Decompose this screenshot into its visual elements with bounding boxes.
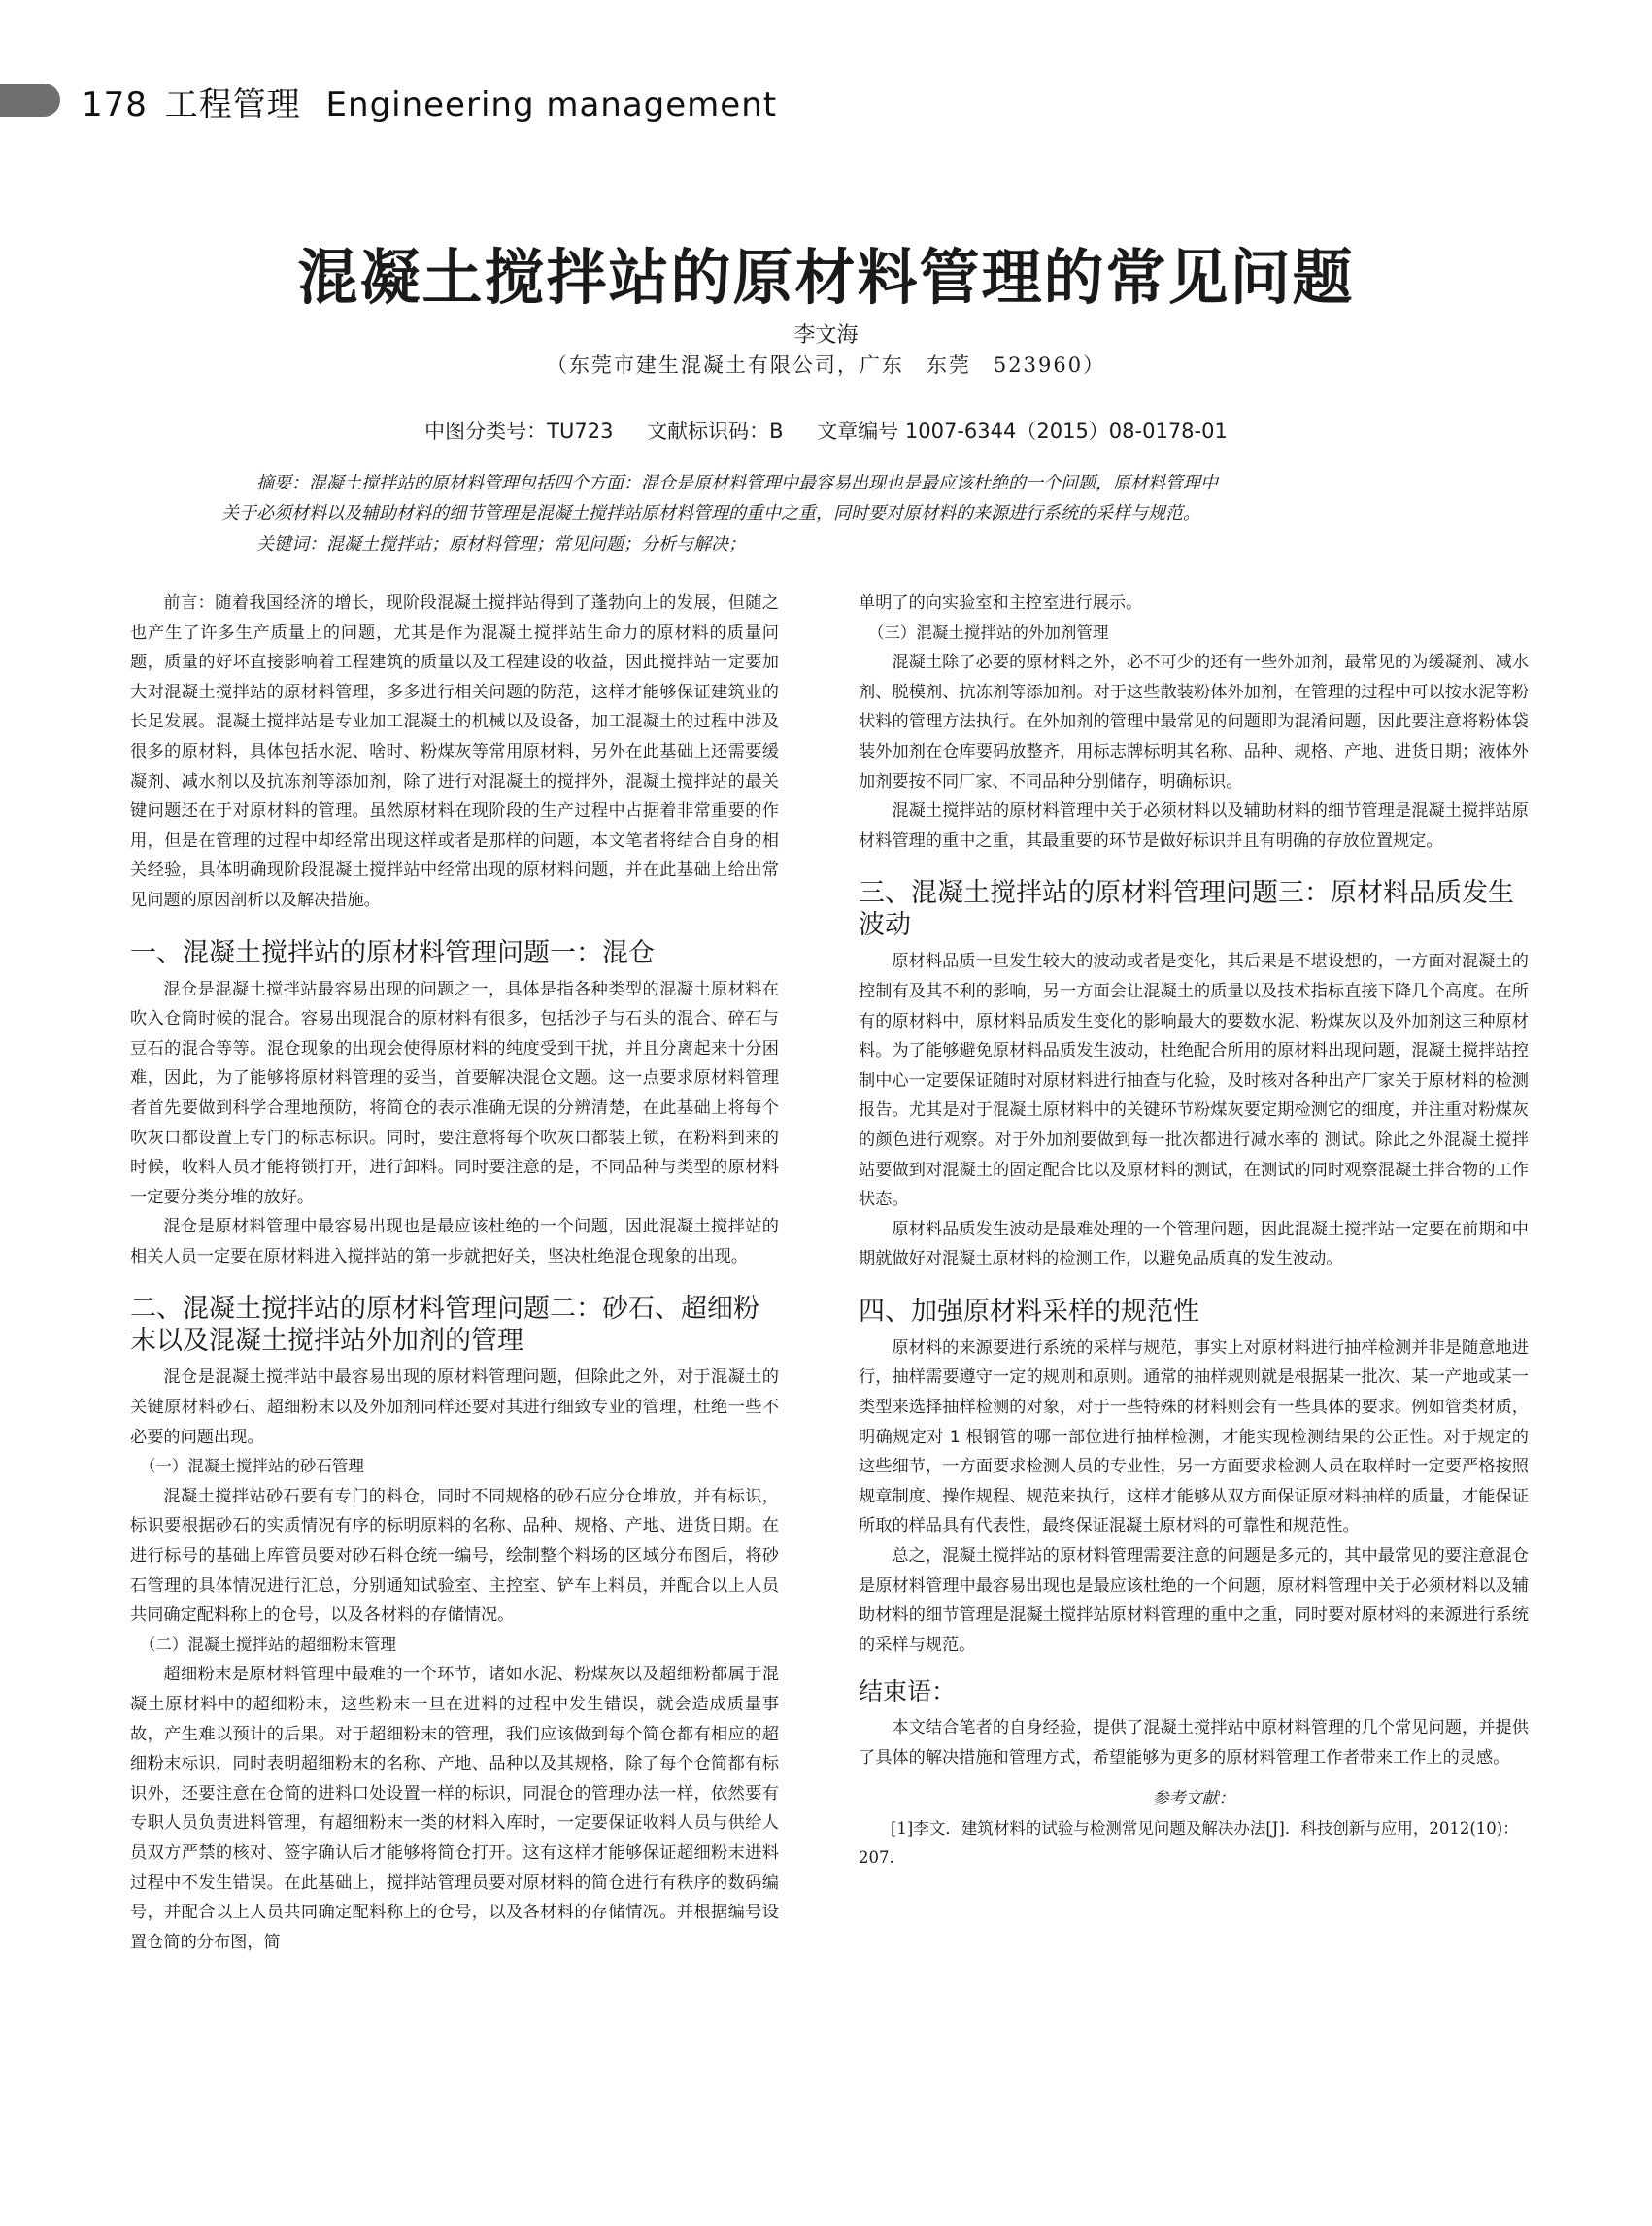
paragraph: 混仓是混凝土搅拌站最容易出现的问题之一，具体是指各种类型的混凝土原材料在吹入仓筒时候的混合。容易出现混合的原材料有很多，包括沙子与石头的混合、碎石与豆石的混合等等。混仓现象的出现会使得原材料的纯度受到干扰，并且分离起来十分困难，因此，为了能够将原材料管理的妥当，首要解决混仓文题。这一点要求原材料管理者首先要做到科学合理地预防，将简仓的表示准确无误的分辨清楚，在此基础上将每个吹灰口都设置上专门的标志标识。同时，要注意将每个吹灰口都装上锁，在粉料到来的时候，收料人员才能将锁打开，进行卸料。同时要注意的是，不同品种与类型的原材料一定要分类分堆的放好。 [130,979,779,1207]
section-heading-3: 三、混凝土搅拌站的原材料管理问题三：原材料品质发生波动 [859,878,1514,941]
section-en: Engineering management [325,85,778,124]
intro-paragraph: 前言：随着我国经济的增长，现阶段混凝土搅拌站得到了蓬勃向上的发展，但随之也产生了许多生产质量上的问题，尤其是作为混凝土搅拌站生命力的原材料的质量问题，质量的好坏直接影响着工程建筑的质量以及工程建设的收益，因此搅拌站一定要加大对混凝土搅拌站的原材料管理，多多进行相关问题的防范，这样才能够保证建筑业的长足发展。混凝土搅拌站是专业加工混凝土的机械以及设备，加工混凝土的过程中涉及很多的原材料，具体包括水泥、啥时、粉煤灰等常用原材料，另外在此基础上还需要缓凝剂、减水剂以及抗冻剂等添加剂，除了进行对混凝土的搅拌外，混凝土搅拌站的最关键问题还在于对原材料的管理。虽然原材料在现阶段的生产过程中占据着非常重要的作用，但是在管理的过程中却经常出现这样或者是那样的问题，本文笔者将结合自身的相关经验，具体明确现阶段混凝土搅拌站中经常出现的原材料问题，并在此基础上给出常见问题的原因剖析以及解决措施。 [130,593,779,910]
affiliation: （东莞市建生混凝土有限公司，广东 东莞 523960） [546,354,1106,377]
article-number: 文章编号 1007-6344（2015）08-0178-01 [817,420,1228,443]
abstract [221,468,1455,528]
paragraph: 单明了的向实验室和主控室进行展示。 [859,593,1143,613]
paragraph: 总之，混凝土搅拌站的原材料管理需要注意的问题是多元的，其中最常见的要注意混仓是原材料管理中最容易出现也是最应该杜绝的一个问题，原材料管理中关于必须材料以及辅助材料的细节管理是混凝土搅拌站原材料管理的重中之重，同时要对原材料的来源进行系统的采样与规范。 [859,1546,1529,1655]
page-number: 178 [82,85,148,124]
author: 李文海 [793,323,859,348]
section-heading-2: 二、混凝土搅拌站的原材料管理问题二：砂石、超细粉末以及混凝土搅拌站外加剂的管理 [130,1294,759,1357]
paragraph: 混仓是混凝土搅拌站中最容易出现的原材料管理问题，但除此之外，对于混凝土的关键原材料砂石、超细粉末以及外加剂同样还要对其进行细致专业的管理，杜绝一些不必要的问题出现。 [130,1367,779,1447]
paragraph: 原材料的来源要进行系统的采样与规范，事实上对原材料进行抽样检测并非是随意地进行，抽样需要遵守一定的规则和原则。通常的抽样规则就是根据某一批次、某一产地或某一类型来选择抽样检测的对象，对于一些特殊的材料则会有一些具体的要求。例如管类材质，明确规定对 1 根钢管的哪一部位进行抽样检测，才能实现检测结果的公正性。对于规定的这些细节，一方面要求检测人员的专业性，另一方面要求检测人员在取样时一定要严格按照规章制度、操作规程、规范来执行，这样才能够从双方面保证原材料抽样的质量，才能保证所取的样品具有代表性，最终保证混凝土原材料的可靠性和规范性。 [859,1337,1529,1536]
subsection-heading: （二）混凝土搅拌站的超细粉末管理 [139,1635,396,1654]
paragraph: 本文结合笔者的自身经验，提供了混凝土搅拌站中原材料管理的几个常见问题，并提供了具体的解决措施和管理方式，希望能够为更多的原材料管理工作者带来工作上的灵感。 [859,1718,1529,1768]
left-column [130,589,779,1957]
section-heading-1: 一、混凝土搅拌站的原材料管理问题一：混仓 [130,937,655,968]
section-heading-4: 四、加强原材料采样的规范性 [859,1296,1199,1327]
classification-line [0,416,1652,445]
paragraph: 超细粉末是原材料管理中最难的一个环节，诸如水泥、粉煤灰以及超细粉都属于混凝土原材料中的超细粉末，这些粉末一旦在进料的过程中发生错误，就会造成质量事故，产生难以预计的后果。对于超细粉末的管理，我们应该做到每个简仓都有相应的超细粉末标识，同时表明超细粉末的名称、产地、品种以及其规格，除了每个仓简都有标识外，还要注意在仓简的进料口处设置一样的标识，同混仓的管理办法一样，依然要有专职人员负责进料管理，有超细粉末一类的材料入库时，一定要保证收料人员与供给人员双方严禁的核对、签字确认后才能够将简仓打开。这有这样才能够保证超细粉末进料过程中不发生错误。在此基础上，搅拌站管理员要对原材料的简仓进行有秩序的数码编号，并配合以上人员共同确定配料称上的仓号，以及各材料的存储情况。并根据编号设置仓简的分布图，简 [130,1665,779,1952]
reference-item: [1]李文．建筑材料的试验与检测常见问题及解决办法[J]．科技创新与应用，2012(10)：207. [859,1818,1519,1867]
clc-number: 中图分类号：TU723 [424,420,614,443]
right-column [859,589,1529,1872]
running-header [82,78,777,125]
keywords: 关键词：混凝土搅拌站；原材料管理；常见问题；分析与解决； [256,534,746,555]
header-accent-bar [0,84,60,117]
abstract-line-1: 摘要：混凝土搅拌站的原材料管理包括四个方面：混仓是原材料管理中最容易出现也是最应该杜绝的一个问题，原材料管理中 [256,473,1218,493]
subsection-heading: （三）混凝土搅拌站的外加剂管理 [867,623,1109,642]
paragraph: 原材料品质一旦发生较大的波动或者是变化，其后果是不堪设想的，一方面对混凝土的控制有及其不利的影响，另一方面会让混凝土的质量以及技术指标直接下降几个高度。在所有的原材料中，原材料品质发生变化的影响最大的要数水泥、粉煤灰以及外加剂这三种原材料。为了能够避免原材料品质发生波动，杜绝配合所用的原材料出现问题，混凝土搅拌站控制中心一定要保证随时对原材料进行抽查与化验，及时核对各种出产厂家关于原材料的检测报告。尤其是对于混凝土原材料中的关键环节粉煤灰要定期检测它的细度，并注重对粉煤灰的颜色进行观察。对于外加剂要做到每一批次都进行减水率的 测试。除此之外混凝土搅拌站要做到对混凝土的固定配合比以及原材料的测试，在测试的同时观察混凝土拌合物的工作状态。 [859,952,1529,1210]
abstract-line-2: 关于必须材料以及辅助材料的细节管理是混凝土搅拌站原材料管理的重中之重，同时要对原材料的来源进行系统的采样与规范。 [221,503,1200,523]
references-title: 参考文献： [1152,1789,1235,1809]
conclusion-heading: 结束语： [859,1677,957,1706]
article-title: 混凝土搅拌站的原材料管理的常见问题 [297,242,1355,313]
section-cn: 工程管理 [164,85,301,124]
doc-code: 文献标识码：B [647,420,784,443]
paragraph: 混仓是原材料管理中最容易出现也是最应该杜绝的一个问题，因此混凝土搅拌站的相关人员一定要在原材料进入搅拌站的第一步就把好关，坚决杜绝混仓现象的出现。 [130,1217,779,1266]
paragraph: 混凝土搅拌站的原材料管理中关于必须材料以及辅助材料的细节管理是混凝土搅拌站原材料管理的重中之重，其最重要的环节是做好标识并且有明确的存放位置规定。 [859,801,1529,851]
paragraph: 混凝土除了必要的原材料之外，必不可少的还有一些外加剂，最常见的为缓凝剂、减水剂、脱模剂、抗冻剂等添加剂。对于这些散装粉体外加剂，在管理的过程中可以按水泥等粉状料的管理方法执行。在外加剂的管理中最常见的问题即为混淆问题，因此要注意将粉体袋装外加剂在仓库要码放整齐，用标志牌标明其名称、品种、规格、产地、进货日期；液体外加剂要按不同厂家、不同品种分别储存，明确标识。 [859,653,1529,792]
paragraph: 原材料品质发生波动是最难处理的一个管理问题，因此混凝土搅拌站一定要在前期和中期就做好对混凝土原材料的检测工作，以避免品质真的发生波动。 [859,1219,1529,1269]
subsection-heading: （一）混凝土搅拌站的砂石管理 [139,1457,364,1476]
paragraph: 混凝土搅拌站砂石要有专门的料仓，同时不同规格的砂石应分仓堆放，并有标识，标识要根据砂石的实质情况有序的标明原料的名称、品种、规格、产地、进货日期。在进行标号的基础上库管员要对砂石料仓统一编号，绘制整个料场的区域分布图后，将砂石管理的具体情况进行汇总，分别通知试验室、主控室、铲车上料员，并配合以上人员共同确定配料称上的仓号，以及各材料的存储情况。 [130,1486,779,1626]
